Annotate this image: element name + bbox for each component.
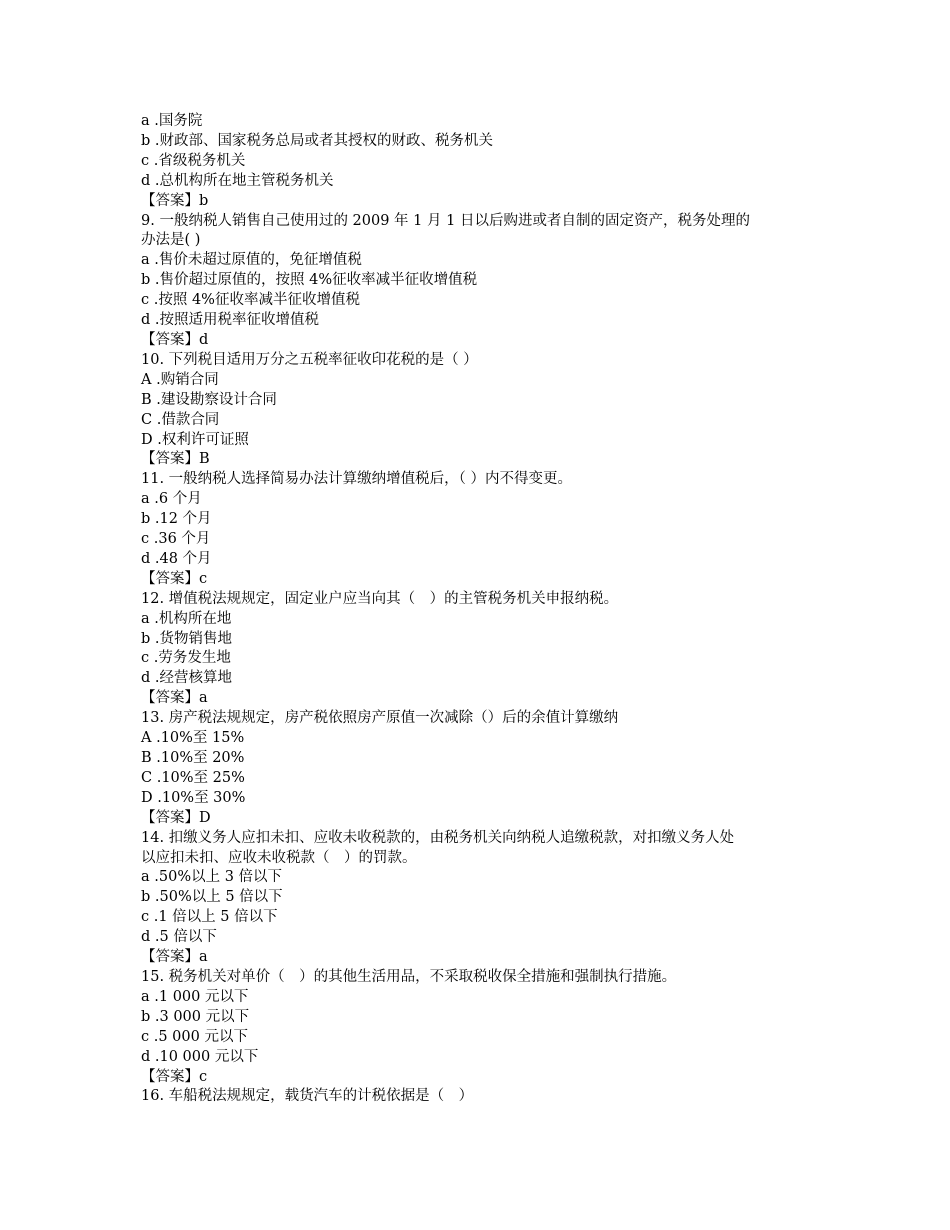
- option-line: d .总机构所在地主管税务机关: [141, 172, 334, 189]
- option-line: a .机构所在地: [141, 610, 232, 627]
- option-line: a .1 000 元以下: [141, 988, 249, 1005]
- answer-line: 【答案】b: [141, 192, 209, 209]
- option-line: d .经营核算地: [141, 670, 232, 687]
- question-line: 14. 扣缴义务人应扣未扣、应收未收税款的，由税务机关向纳税人追缴税款，对扣缴义务人处: [141, 829, 735, 846]
- document-page: [141, 112, 821, 1107]
- option-line: D .权利许可证照: [141, 431, 249, 448]
- option-line: d .10 000 元以下: [141, 1048, 259, 1065]
- option-line: b .财政部、国家税务总局或者其授权的财政、税务机关: [141, 132, 493, 149]
- option-line: D .10%至 30%: [141, 789, 246, 806]
- answer-line: 【答案】a: [141, 949, 208, 966]
- answer-line: 【答案】c: [141, 570, 208, 587]
- answer-line: 【答案】d: [141, 331, 209, 348]
- answer-line: 【答案】c: [141, 1068, 208, 1085]
- option-line: B .建设勘察设计合同: [141, 391, 277, 408]
- option-line: b .售价超过原值的，按照 4%征收率减半征收增值税: [141, 272, 478, 289]
- answer-line: 【答案】D: [141, 809, 211, 826]
- option-line: c .36 个月: [141, 531, 211, 548]
- text-line: 办法是( ): [141, 232, 201, 249]
- option-line: a .6 个月: [141, 491, 202, 508]
- option-line: c .按照 4%征收率减半征收增值税: [141, 292, 360, 309]
- question-line: 15. 税务机关对单价（ ）的其他生活用品，不采取税收保全措施和强制执行措施。: [141, 968, 677, 985]
- option-line: d .48 个月: [141, 550, 212, 567]
- option-line: c .劳务发生地: [141, 650, 231, 667]
- question-line: 10. 下列税目适用万分之五税率征收印花税的是（ ）: [141, 351, 478, 368]
- question-line: 9. 一般纳税人销售自己使用过的 2009 年 1 月 1 日以后购进或者自制的固定资产，税务处理的: [141, 212, 750, 229]
- question-line: 12. 增值税法规规定，固定业户应当向其（ ）的主管税务机关申报纳税。: [141, 590, 619, 607]
- option-line: B .10%至 20%: [141, 750, 245, 766]
- question-line: 13. 房产税法规规定，房产税依照房产原值一次减除（）后的余值计算缴纳: [141, 710, 619, 727]
- option-line: c .5 000 元以下: [141, 1028, 248, 1045]
- option-line: c .1 倍以上 5 倍以下: [141, 909, 278, 926]
- option-line: b .货物销售地: [141, 630, 232, 647]
- option-line: a .国务院: [141, 113, 203, 129]
- option-line: A .购销合同: [141, 371, 219, 388]
- question-line: 11. 一般纳税人选择简易办法计算缴纳增值税后，（ ）内不得变更。: [141, 471, 573, 488]
- option-line: A .10%至 15%: [141, 730, 245, 747]
- option-line: b .12 个月: [141, 511, 212, 528]
- option-line: d .5 倍以下: [141, 929, 217, 946]
- text-line: 以应扣未扣、应收未收税款（ ）的罚款。: [141, 849, 417, 866]
- option-line: b .3 000 元以下: [141, 1008, 250, 1025]
- option-line: b .50%以上 5 倍以下: [141, 889, 283, 906]
- answer-line: 【答案】a: [141, 690, 208, 707]
- option-line: a .售价未超过原值的，免征增值税: [141, 252, 362, 269]
- option-line: d .按照适用税率征收增值税: [141, 312, 319, 329]
- question-line: 16. 车船税法规规定，载货汽车的计税依据是（ ）: [141, 1088, 474, 1105]
- option-line: C .10%至 25%: [141, 769, 245, 786]
- answer-line: 【答案】B: [141, 451, 210, 468]
- option-line: c .省级税务机关: [141, 152, 246, 169]
- option-line: a .50%以上 3 倍以下: [141, 869, 283, 886]
- option-line: C .借款合同: [141, 411, 220, 428]
